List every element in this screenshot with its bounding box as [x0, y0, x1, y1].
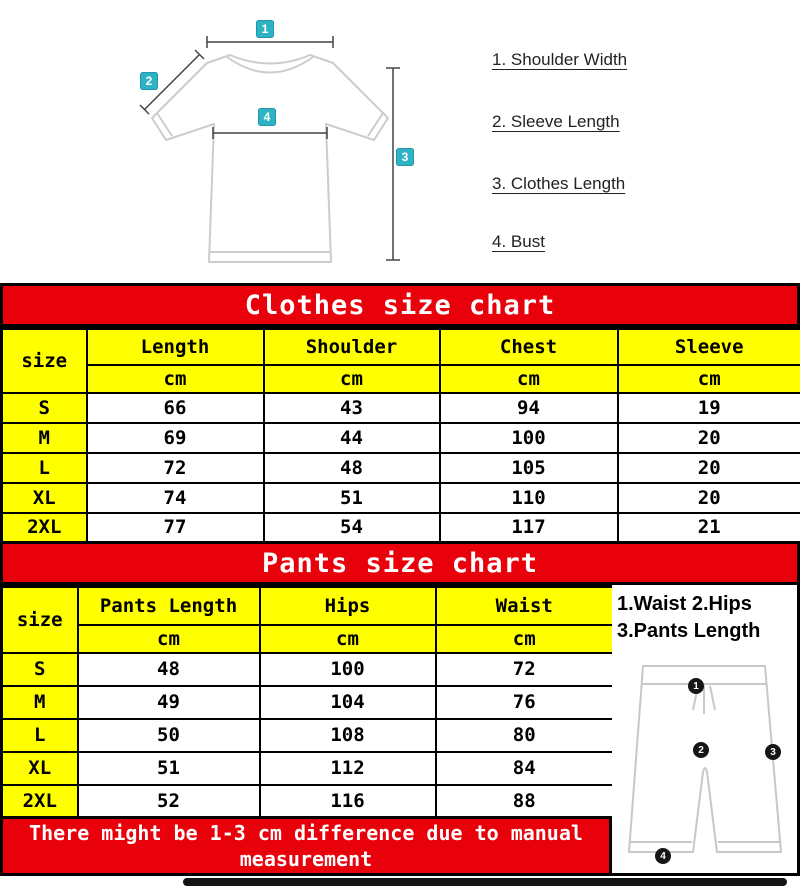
guide-label-sleeve-length: 2. Sleeve Length [492, 112, 620, 131]
value-cell: 20 [618, 453, 800, 483]
size-cell: L [2, 719, 78, 752]
value-cell: 54 [264, 513, 440, 543]
value-cell: 44 [264, 423, 440, 453]
size-cell: XL [2, 483, 87, 513]
shorts-badge-3: 3 [765, 744, 781, 760]
size-cell: 2XL [2, 513, 87, 543]
pants-col-header: Waist [436, 587, 614, 625]
value-cell: 100 [260, 653, 436, 686]
value-cell: 105 [440, 453, 618, 483]
guide-label-clothes-length: 3. Clothes Length [492, 174, 626, 193]
size-cell: M [2, 423, 87, 453]
value-cell: 88 [436, 785, 614, 818]
value-cell: 110 [440, 483, 618, 513]
shirt-badge-4: 4 [258, 108, 276, 126]
unit-cell: cm [78, 625, 260, 653]
value-cell: 112 [260, 752, 436, 785]
size-cell: S [2, 653, 78, 686]
value-cell: 43 [264, 393, 440, 423]
value-cell: 117 [440, 513, 618, 543]
table-row [2, 719, 614, 752]
value-cell: 108 [260, 719, 436, 752]
table-row [2, 483, 800, 513]
tshirt-outline [152, 55, 388, 262]
table-row [2, 423, 800, 453]
pants-col-header: Pants Length [78, 587, 260, 625]
value-cell: 74 [87, 483, 264, 513]
unit-cell: cm [436, 625, 614, 653]
value-cell: 19 [618, 393, 800, 423]
value-cell: 72 [87, 453, 264, 483]
guide-label-bust: 4. Bust [492, 232, 545, 251]
value-cell: 116 [260, 785, 436, 818]
value-cell: 69 [87, 423, 264, 453]
unit-cell: cm [618, 365, 800, 393]
pants-chart-title: Pants size chart [0, 541, 800, 585]
note-line-1: There might be 1-3 cm difference due to manual [29, 821, 583, 845]
size-cell: XL [2, 752, 78, 785]
pants-size-table [0, 585, 615, 819]
value-cell: 20 [618, 423, 800, 453]
value-cell: 66 [87, 393, 264, 423]
value-cell: 84 [436, 752, 614, 785]
value-cell: 20 [618, 483, 800, 513]
unit-cell: cm [87, 365, 264, 393]
pants-legend [617, 591, 799, 645]
value-cell: 80 [436, 719, 614, 752]
table-row [2, 785, 614, 818]
value-cell: 94 [440, 393, 618, 423]
note-line-2: measurement [239, 847, 373, 871]
value-cell: 51 [78, 752, 260, 785]
clothes-chart-title: Clothes size chart [0, 283, 800, 327]
value-cell: 49 [78, 686, 260, 719]
value-cell: 77 [87, 513, 264, 543]
table-row [2, 686, 614, 719]
guide-label-shoulder-width: 1. Shoulder Width [492, 50, 628, 69]
value-cell: 48 [78, 653, 260, 686]
shirt-badge-1: 1 [256, 20, 274, 38]
size-cell: L [2, 453, 87, 483]
value-cell: 21 [618, 513, 800, 543]
value-cell: 52 [78, 785, 260, 818]
size-cell: S [2, 393, 87, 423]
value-cell: 100 [440, 423, 618, 453]
shorts-badge-4: 4 [655, 848, 671, 864]
value-cell: 76 [436, 686, 614, 719]
value-cell: 51 [264, 483, 440, 513]
clothes-col-header: Shoulder [264, 329, 440, 365]
size-cell: M [2, 686, 78, 719]
pants-legend-line-2: 3.Pants Length [617, 620, 761, 642]
table-row [2, 393, 800, 423]
clothes-size-corner: size [2, 329, 87, 393]
shorts-badge-1: 1 [688, 678, 704, 694]
shirt-badge-2: 2 [140, 72, 158, 90]
unit-cell: cm [440, 365, 618, 393]
clothes-col-header: Sleeve [618, 329, 800, 365]
measurement-note [0, 816, 612, 876]
pants-col-header: Hips [260, 587, 436, 625]
value-cell: 50 [78, 719, 260, 752]
pants-size-corner: size [2, 587, 78, 653]
clothes-size-table [0, 327, 800, 544]
clothes-col-header: Chest [440, 329, 618, 365]
pants-legend-line-1: 1.Waist 2.Hips [617, 593, 752, 615]
table-row [2, 453, 800, 483]
value-cell: 48 [264, 453, 440, 483]
tshirt-diagram [110, 10, 450, 275]
shirt-badge-3: 3 [396, 148, 414, 166]
unit-cell: cm [260, 625, 436, 653]
shorts-badge-2: 2 [693, 742, 709, 758]
table-row [2, 513, 800, 543]
value-cell: 72 [436, 653, 614, 686]
shorts-diagram [613, 652, 795, 872]
table-row [2, 752, 614, 785]
unit-cell: cm [264, 365, 440, 393]
value-cell: 104 [260, 686, 436, 719]
bottom-bar [183, 878, 787, 886]
clothes-col-header: Length [87, 329, 264, 365]
size-cell: 2XL [2, 785, 78, 818]
table-row [2, 653, 614, 686]
